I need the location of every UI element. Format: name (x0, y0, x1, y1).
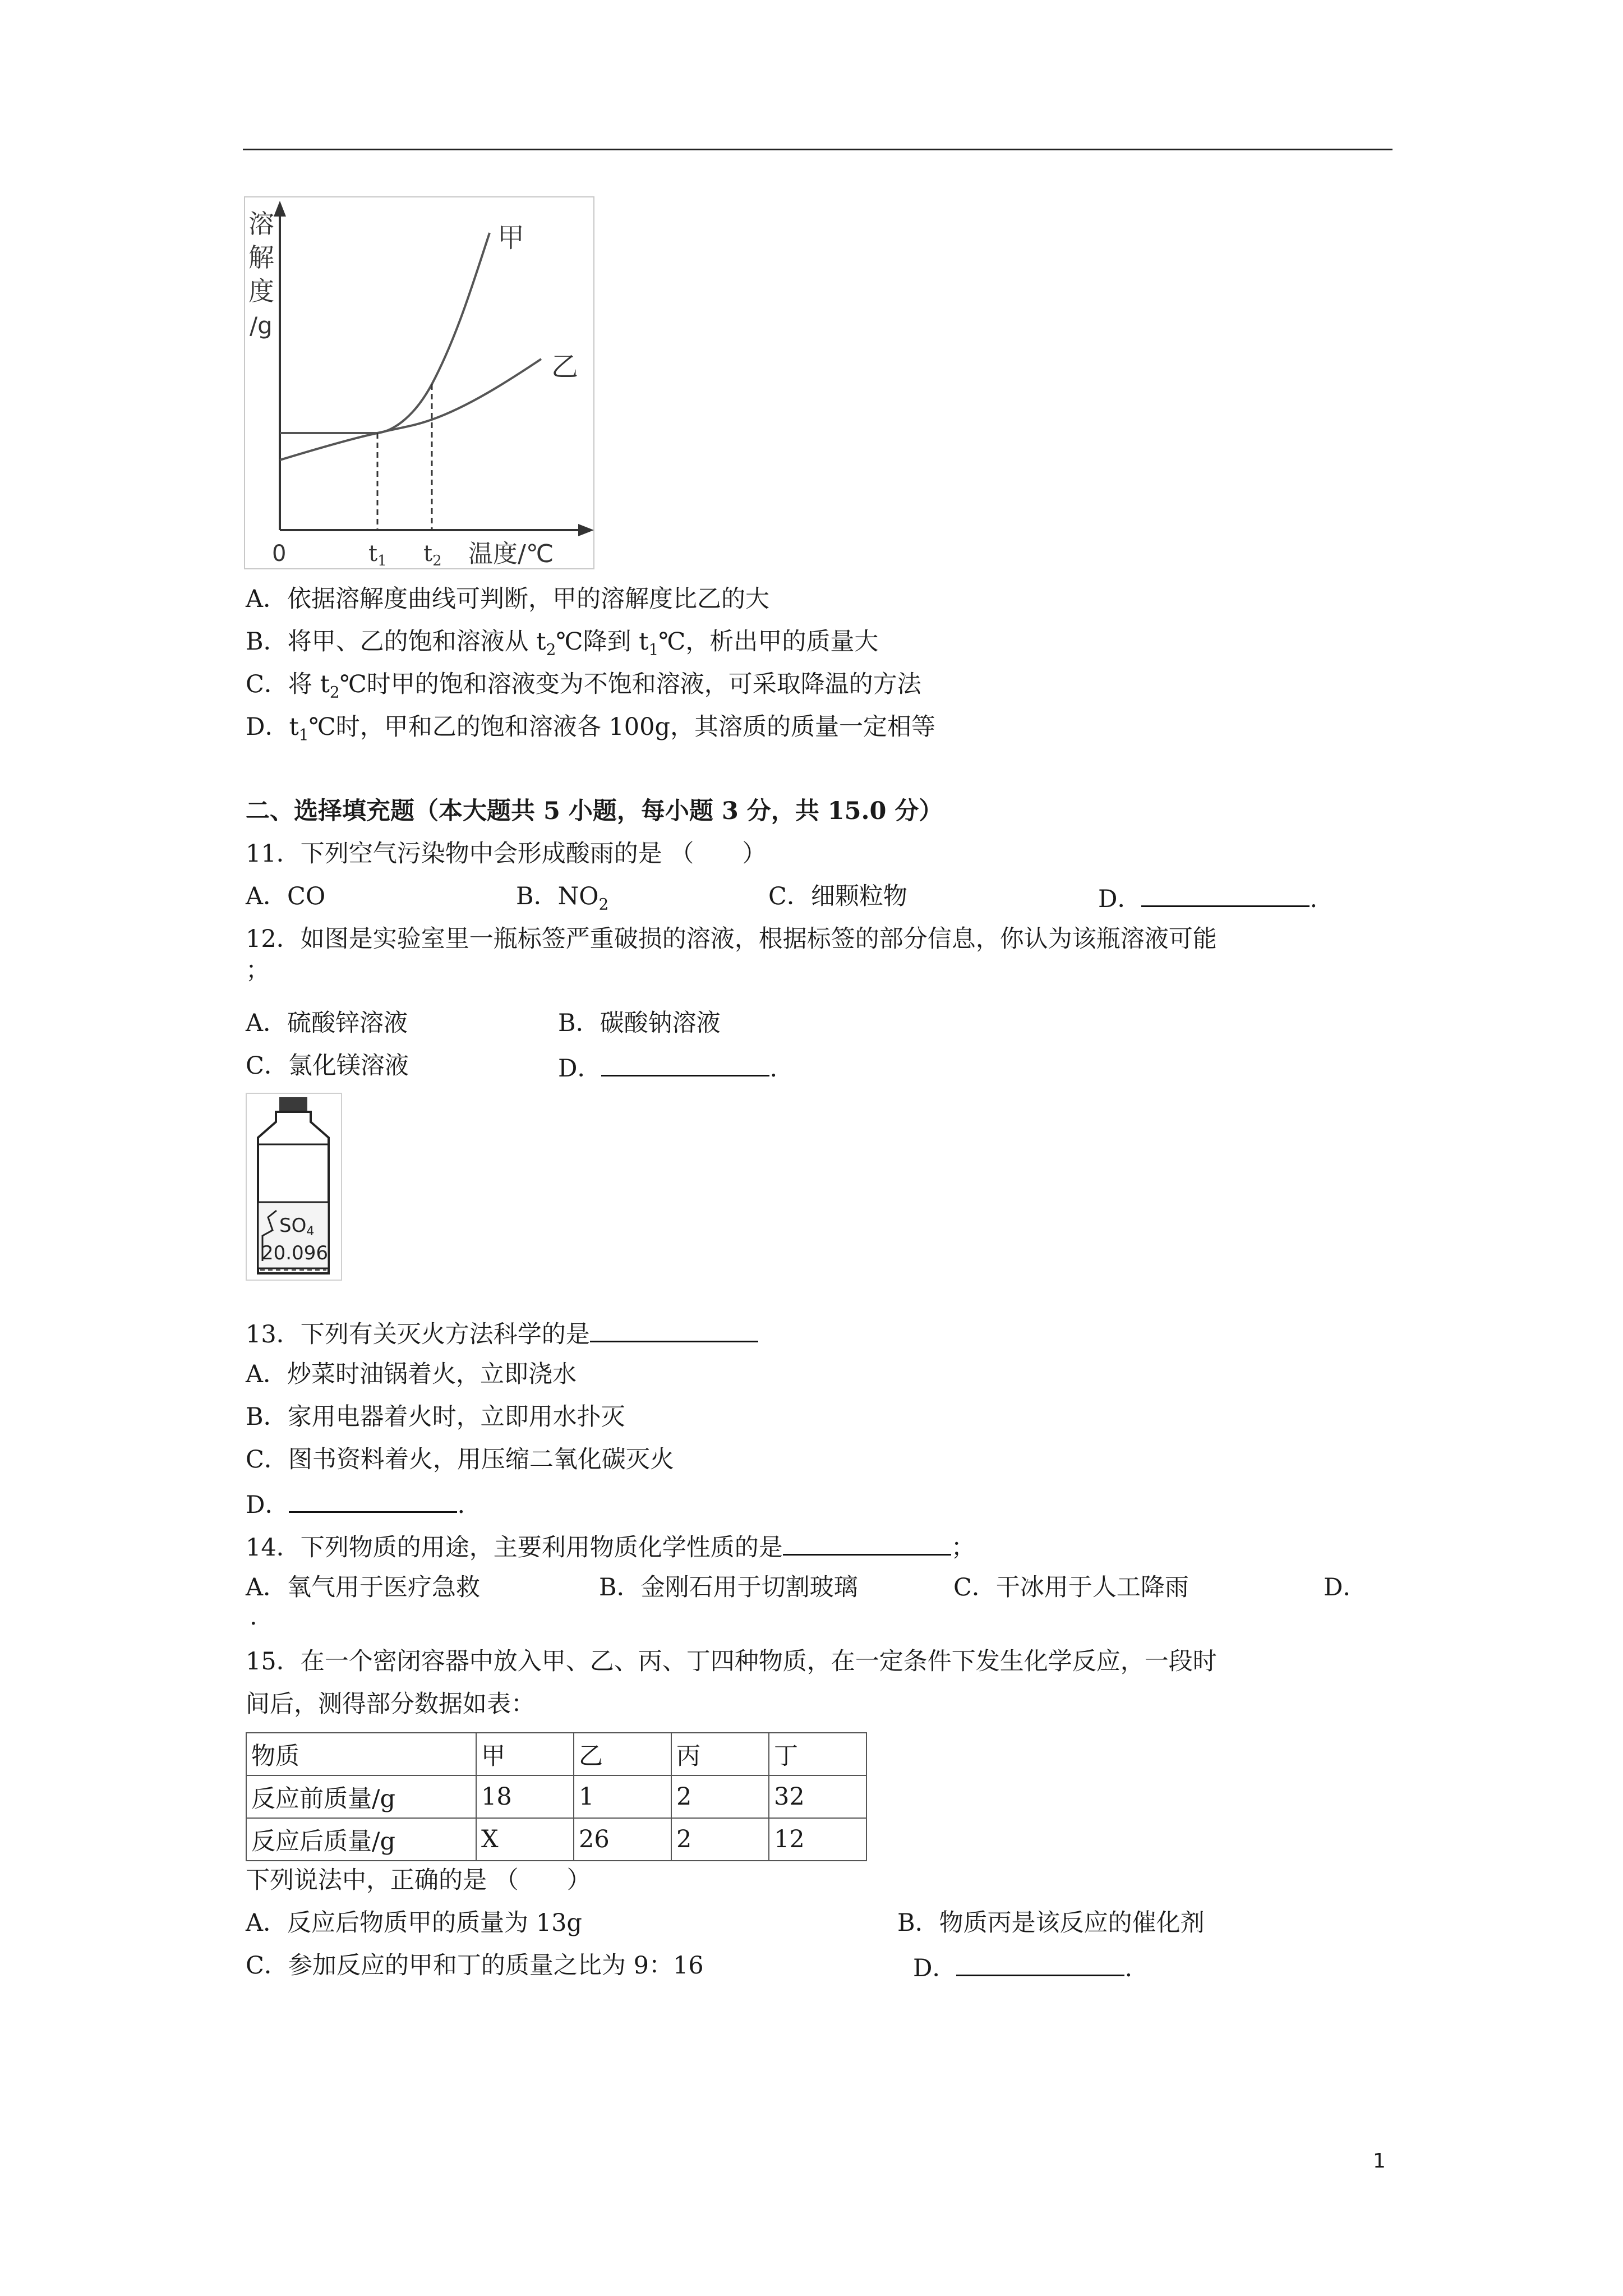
curve-yi-label: 乙 (551, 351, 579, 383)
y-label-char-1: 溶 (248, 209, 274, 239)
table-cell: 2 (671, 1818, 769, 1861)
q15-option-d-blank[interactable] (956, 1949, 1124, 1976)
q15-option-a: A．反应后物质甲的质量为 13g (246, 1909, 582, 1937)
bottle-cap (279, 1097, 307, 1112)
q15-stem-line1: 15．在一个密闭容器中放入甲、乙、丙、丁四种物质，在一定条件下发生化学反应，一段时 (246, 1648, 1217, 1676)
table-cell: 物质 (246, 1733, 476, 1775)
q11-option-b: B．$NO_2$ (516, 882, 609, 914)
q10-option-a: A．依据溶解度曲线可判断，甲的溶解度比乙的大 (246, 585, 770, 613)
page-number: 1 (1373, 2150, 1386, 2173)
table-row (246, 1818, 866, 1861)
q12-option-a: A．硫酸锌溶液 (246, 1009, 408, 1037)
table-cell: X (476, 1818, 574, 1861)
table-cell: 甲 (476, 1733, 574, 1775)
table-cell: 丙 (671, 1733, 769, 1775)
section-heading: 二、选择填充题（本大题共 5 小题，每小题 3 分，共 15.0 分） (246, 797, 943, 825)
q15-after-table: 下列说法中，正确的是 （ ） (246, 1866, 591, 1894)
table-cell: 反应前质量/g (246, 1775, 476, 1818)
q13-option-a: A．炒菜时油锅着火，立即浇水 (246, 1360, 577, 1388)
table-cell: 乙 (574, 1733, 671, 1775)
q12-stem: 12．如图是实验室里一瓶标签严重破损的溶液，根据标签的部分信息，你认为该瓶溶液可能 (246, 925, 1217, 953)
origin-label: 0 (272, 541, 287, 567)
label-number: 20.096 (261, 1242, 328, 1264)
q11-option-a: A．CO (246, 882, 326, 910)
solubility-chart (244, 196, 594, 569)
y-label-unit: /g (250, 312, 273, 339)
table-row (246, 1733, 866, 1775)
header-rule (243, 149, 1393, 150)
table-cell: 反应后质量/g (246, 1818, 476, 1861)
q13-option-d: D． . (246, 1485, 465, 1522)
q13-option-b: B．家用电器着火时，立即用水扑灭 (246, 1403, 625, 1431)
q14-dot: . (250, 1603, 257, 1631)
chart-frame (245, 197, 594, 569)
y-axis-arrow (274, 201, 286, 217)
q13-stem: 13．下列有关灭火方法科学的是 (246, 1315, 758, 1351)
q12-option-c: C．氯化镁溶液 (246, 1052, 409, 1080)
q10-option-d: D．$t_1℃$时，甲和乙的饱和溶液各 100g，其溶质的质量一定相等 (246, 713, 935, 744)
q11-stem: 11．下列空气污染物中会形成酸雨的是 （ ） (246, 840, 767, 868)
curve-yi (280, 359, 541, 460)
q14-stem: 14．下列物质的用途，主要利用物质化学性质的是 ； (246, 1528, 975, 1565)
q11-answer-blank[interactable] (1141, 880, 1310, 907)
q13-answer-blank[interactable] (590, 1315, 758, 1342)
q10-option-c: C．将 $t_2℃$时甲的饱和溶液变为不饱和溶液，可采取降温的方法 (246, 670, 921, 702)
q14-option-a: A．氧气用于医疗急救 (246, 1573, 481, 1602)
table-cell: 丁 (769, 1733, 866, 1775)
label-formula: SO4 (279, 1214, 315, 1239)
curve-jia (280, 233, 490, 433)
q15-stem-line2: 间后，测得部分数据如表： (246, 1690, 535, 1718)
q14-option-d: D． (1324, 1573, 1367, 1602)
q15-option-b: B．物质丙是该反应的催化剂 (897, 1909, 1205, 1937)
q13-option-d-blank[interactable] (289, 1485, 457, 1513)
table-cell: 1 (574, 1775, 671, 1818)
table-cell: 26 (574, 1818, 671, 1861)
q11-option-d: D． . (1098, 880, 1317, 916)
table-cell: 12 (769, 1818, 866, 1861)
q14-option-c: C．干冰用于人工降雨 (953, 1573, 1189, 1602)
q12-answer-blank[interactable] (601, 1049, 769, 1076)
table-cell: 32 (769, 1775, 866, 1818)
t1-label: $t_1$ (368, 541, 387, 569)
q11-option-c: C．细颗粒物 (768, 882, 907, 910)
x-axis-arrow (578, 524, 594, 536)
mass-data-table (246, 1732, 867, 1861)
x-axis-label: 温度/℃ (468, 540, 554, 568)
q13-option-c: C．图书资料着火，用压缩二氧化碳灭火 (246, 1446, 674, 1474)
reagent-bottle-image (246, 1093, 342, 1281)
y-label-char-3: 度 (248, 276, 274, 306)
q12-stem-cont: ； (246, 956, 270, 984)
q14-option-b: B．金刚石用于切割玻璃 (599, 1573, 858, 1602)
t2-label: $t_2$ (423, 541, 442, 569)
q14-answer-blank[interactable] (783, 1528, 951, 1556)
q10-option-b: B．将甲、乙的饱和溶液从 $t_2℃$降到 $t_1℃$，析出甲的质量大 (246, 628, 879, 659)
q12-option-d: D． . (558, 1049, 777, 1085)
q15-option-c: C．参加反应的甲和丁的质量之比为 9：16 (246, 1952, 704, 1980)
table-cell: 2 (671, 1775, 769, 1818)
table-cell: 18 (476, 1775, 574, 1818)
q12-option-b: B．碳酸钠溶液 (558, 1009, 721, 1037)
q15-option-d: D． . (913, 1949, 1132, 1985)
curve-jia-label: 甲 (497, 222, 525, 254)
table-row (246, 1775, 866, 1818)
y-label-char-2: 解 (248, 242, 274, 273)
